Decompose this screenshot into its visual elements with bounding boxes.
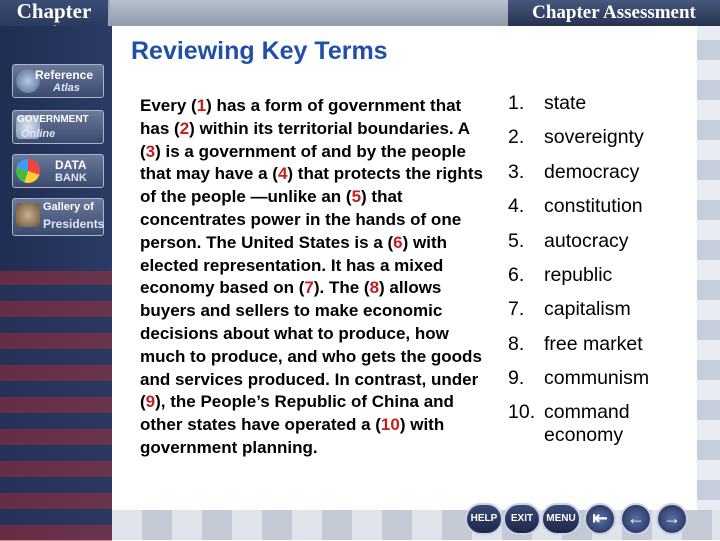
term-number: 3. [508,161,525,183]
chapter-assessment-tab: Chapter Assessment [508,0,720,26]
term-item [508,264,612,287]
gallery-label: Gallery of [43,201,94,213]
right-decor [697,26,720,540]
term-text: command [544,401,630,423]
previous-arrow-icon[interactable]: ← [620,503,652,535]
paragraph-text: Every ( [140,96,197,115]
term-item [508,126,644,149]
term-number: 1. [508,92,525,114]
page-title: Reviewing Key Terms [131,37,388,65]
paragraph-text: ) that concentrates power in the hands of one person. The United States is a ( [140,187,462,252]
flag-stripes [0,271,112,541]
paragraph-text: ). The ( [313,278,370,298]
term-number: 6. [508,264,525,286]
paragraph-text: ) is a government of and by the people that may have a ( [140,141,466,184]
blank-number: 3 [145,141,156,161]
term-text: constitution [544,195,643,217]
exit-button[interactable] [503,503,541,535]
help-label: HELP [470,513,498,524]
sidebar [0,26,112,540]
term-number: 10. [508,401,536,423]
paragraph-text: ) that protects the rights of the people —unlike an ( [140,164,483,207]
reference-atlas-button[interactable] [12,64,104,98]
next-arrow-icon[interactable]: → [656,503,688,535]
review-paragraph [140,95,485,460]
government-online-button[interactable] [12,110,104,144]
menu-label: MENU [546,513,576,524]
portrait-icon [16,203,40,227]
term-text: sovereignty [544,126,644,148]
paragraph-text: ) with elected representation. It has a mixed economy based on ( [140,232,448,298]
blank-number: 5 [351,187,362,207]
blank-number: 2 [179,118,190,138]
term-number: 7. [508,298,525,320]
term-item [508,298,631,321]
term-number: 2. [508,126,525,148]
blank-number: 6 [393,232,403,252]
blank-number: 1 [196,96,207,115]
exit-label: EXIT [510,513,534,524]
bank-label: BANK [55,172,87,184]
term-text-continued: economy [544,424,624,446]
government-label: GOVERNMENT [17,114,89,125]
term-item [508,92,586,115]
term-number: 4. [508,195,525,217]
menu-button[interactable] [541,503,581,535]
term-text: free market [544,333,643,355]
blank-number: 4 [277,164,288,184]
term-text: democracy [544,161,640,183]
term-item [508,195,643,218]
pie-chart-icon [16,159,40,183]
term-text: republic [544,264,613,286]
chapter-word: Chapter [16,0,92,23]
online-label: Online [21,128,56,140]
term-number: 5. [508,230,525,252]
gallery-of-presidents-button[interactable] [12,198,104,236]
term-item [508,401,630,447]
blank-number: 7 [304,278,314,298]
paragraph-text: ) within its territorial boundaries. A ( [140,118,470,161]
term-text: capitalism [544,298,631,320]
reference-label: Reference [35,68,94,82]
term-number: 8. [508,333,525,355]
term-text: autocracy [544,230,629,252]
term-number: 9. [508,367,525,389]
term-text: state [544,92,587,114]
help-button[interactable] [465,503,503,535]
term-item [508,230,629,253]
paragraph-text: ) has a form of government that has ( [140,96,462,138]
blank-number: 8 [369,278,380,298]
atlas-label: Atlas [53,82,80,94]
term-item [508,161,639,184]
paragraph-text: ) allows buyers and sellers to make economic decisions about what to produce, how much to produce, and who gets the goods and services produced. In contrast, under ( [140,278,482,412]
term-text: communism [544,367,650,389]
presidents-label: Presidents [43,217,105,231]
first-page-icon[interactable]: ⇤ [584,503,616,535]
data-label: DATA [55,158,87,172]
term-item [508,367,649,390]
blank-number: 9 [145,392,156,412]
paragraph-text: ) with government planning. [140,415,445,457]
blank-number: 10 [380,415,400,435]
data-bank-button[interactable] [12,154,104,188]
paragraph-text: ), the People’s Republic of China and other states have operated a ( [140,392,454,435]
term-item [508,333,643,356]
